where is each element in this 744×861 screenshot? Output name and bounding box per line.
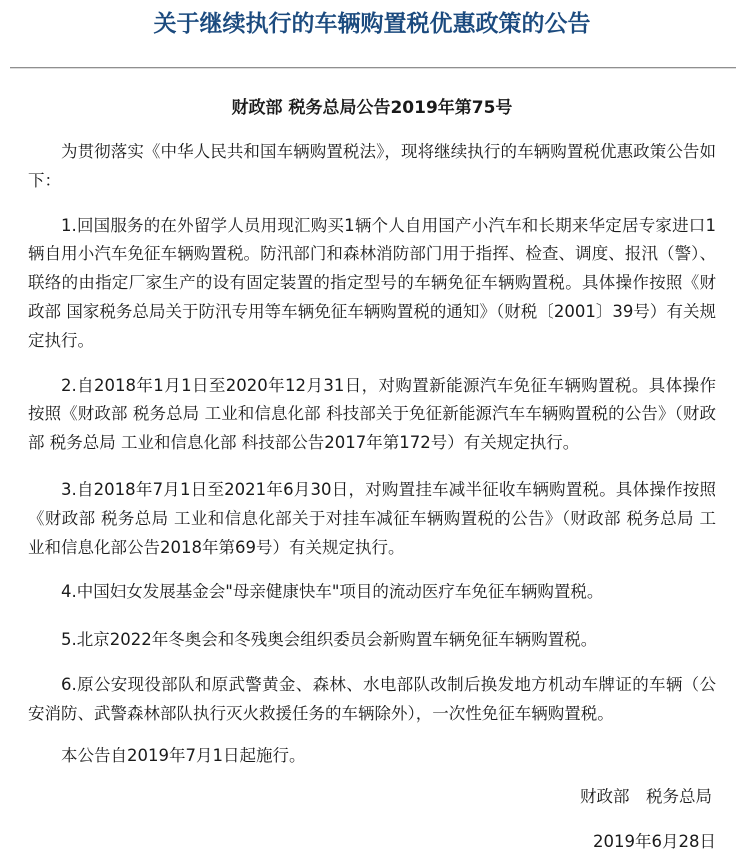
policy-item-2: 2.自2018年1月1日至2020年12月31日，对购置新能源汽车免征车辆购置税。具体操作按照《财政部 税务总局 工业和信息化部 科技部关于免征新能源汽车车辆购置税的公告》（财政部 税务总局 工业和信息化部 科技部公告2017年第172号）有关规定执行。	[28, 375, 716, 453]
document-number: 财政部 税务总局公告2019年第75号	[231, 98, 513, 118]
intro-paragraph: 为贯彻落实《中华人民共和国车辆购置税法》，现将继续执行的车辆购置税优惠政策公告如下：	[28, 142, 716, 190]
policy-item-3: 3.自2018年7月1日至2021年6月30日，对购置挂车减半征收车辆购置税。具体操作按照《财政部 税务总局 工业和信息化部关于对挂车减征车辆购置税的公告》（财政部 税务总局 工业和信息化部公告2018年第69号）有关规定执行。	[28, 479, 716, 557]
page-title: 关于继续执行的车辆购置税优惠政策的公告	[153, 11, 591, 37]
publication-date: 2019年6月28日	[593, 832, 716, 852]
issuing-authority-signature: 财政部 税务总局	[580, 787, 712, 807]
policy-item-1: 1.回国服务的在外留学人员用现汇购买1辆个人自用国产小汽车和长期来华定居专家进口1辆自用小汽车免征车辆购置税。防汛部门和森林消防部门用于指挥、检查、调度、报汛（警）、联络的由指定厂家生产的设有固定装置的指定型号的车辆免征车辆购置税。具体操作按照《财政部 国家税务总局关于防汛专用等车辆免征车辆购置税的通知》（财税〔2001〕39号）有关规定执行。	[28, 215, 716, 350]
effective-date-paragraph: 本公告自2019年7月1日起施行。	[61, 745, 306, 765]
title-divider	[10, 67, 736, 69]
article-body	[0, 138, 744, 857]
policy-item-5: 5.北京2022年冬奥会和冬残奥会组织委员会新购置车辆免征车辆购置税。	[61, 630, 598, 650]
policy-item-6: 6.原公安现役部队和原武警黄金、森林、水电部队改制后换发地方机动车牌证的车辆（公安消防、武警森林部队执行灭火救援任务的车辆除外），一次性免征车辆购置税。	[28, 674, 716, 723]
policy-item-4: 4.中国妇女发展基金会"母亲健康快车"项目的流动医疗车免征车辆购置税。	[61, 582, 604, 602]
